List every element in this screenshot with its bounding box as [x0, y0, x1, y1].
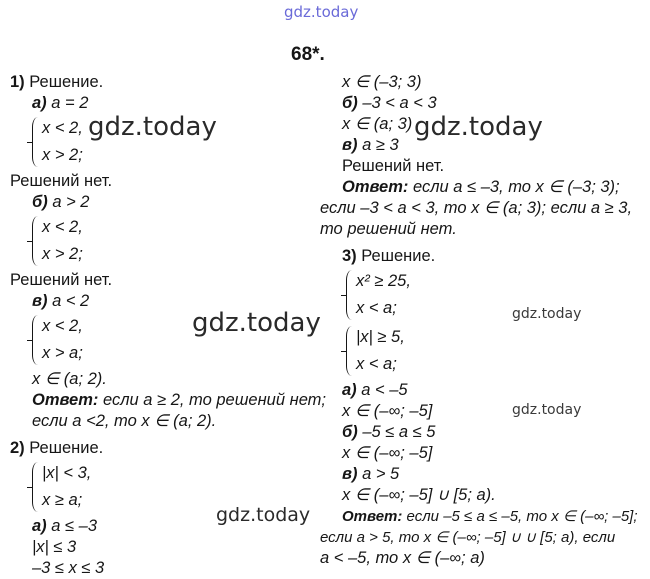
case-label: а)	[32, 517, 47, 535]
case-result: Решений нет.	[10, 271, 113, 289]
answer-text: то решений нет.	[320, 220, 457, 238]
system-a	[32, 115, 310, 169]
case-result: x ∈ (–∞; –5]	[342, 402, 433, 420]
system-p3-1	[346, 268, 642, 322]
part2-header	[10, 438, 310, 459]
case-b	[10, 192, 310, 213]
watermark-small-right-2: gdz.today	[512, 402, 582, 418]
system-c	[32, 313, 310, 367]
system-row: x > 2;	[42, 245, 83, 263]
solution-line: x ∈ (–3; 3)	[342, 73, 422, 91]
system-row: |x| ≥ 5,	[356, 328, 405, 346]
case-condition: –3 < a < 3	[362, 94, 437, 112]
system-row: x ≥ a;	[42, 491, 83, 509]
system-row: x < a;	[356, 355, 397, 373]
case-condition: a ≥ 3	[362, 136, 399, 154]
answer-label: Ответ:	[342, 508, 403, 525]
case-c	[320, 135, 642, 156]
case-result: x ∈ (–∞; –5] ∪ [5; a).	[342, 486, 496, 504]
answer-text: если a <2, то x ∈ (a; 2).	[32, 412, 217, 430]
answer-label: Ответ:	[342, 178, 409, 196]
case-result: x ∈ (a; 3)	[342, 115, 413, 133]
case-condition: a ≤ –3	[51, 517, 98, 535]
case-result: Решений нет.	[342, 157, 445, 175]
case-label: в)	[342, 465, 358, 483]
left-column	[10, 72, 327, 579]
answer-label: Ответ:	[32, 391, 99, 409]
case-c2	[320, 464, 642, 485]
part-number: 1)	[10, 73, 25, 91]
part-number: 2)	[10, 439, 25, 457]
case-condition: a = 2	[51, 94, 89, 112]
case-condition: a > 5	[362, 465, 400, 483]
watermark-top: gdz.today	[284, 3, 359, 21]
watermark-bottom: gdz.today	[216, 504, 311, 526]
solution-line: |x| ≤ 3	[32, 538, 77, 556]
case-label: б)	[342, 94, 358, 112]
right-column	[320, 72, 642, 569]
system-row: |x| < 3,	[42, 464, 92, 482]
answer-line-1	[320, 177, 642, 198]
system-row: x < a;	[356, 299, 397, 317]
case-b2	[320, 422, 642, 443]
case-label: а)	[342, 381, 357, 399]
system-b	[32, 214, 310, 268]
part1-header	[10, 72, 310, 93]
system-row: x < 2,	[42, 218, 83, 236]
case-condition: –5 ≤ a ≤ 5	[362, 423, 436, 441]
case-condition: a < 2	[52, 292, 90, 310]
watermark-small-right-1: gdz.today	[512, 306, 582, 322]
case-result: x ∈ (–∞; –5]	[342, 444, 433, 462]
answer-text: если a ≥ 2, то решений нет;	[103, 391, 327, 409]
case-b	[320, 93, 642, 114]
case-condition: a < –5	[361, 381, 408, 399]
case-label: б)	[342, 423, 358, 441]
part-heading: Решение.	[361, 247, 436, 265]
answer-text: a < –5, то x ∈ (–∞; a)	[320, 549, 485, 567]
system-row: x > 2;	[42, 146, 83, 164]
case-c	[10, 291, 310, 312]
watermark-mid-right: gdz.today	[414, 112, 543, 142]
system-p2	[32, 460, 310, 514]
answer-line-1	[10, 390, 327, 411]
part-heading: Решение.	[29, 439, 104, 457]
case-a	[320, 380, 642, 401]
case-label: в)	[342, 136, 358, 154]
watermark-mid-left: gdz.today	[88, 112, 217, 142]
part-number: 3)	[342, 247, 357, 265]
part3-header	[320, 246, 642, 267]
system-row: x² ≥ 25,	[356, 272, 411, 290]
answer-text: если –3 < a < 3, то x ∈ (a; 3); если a ≥ 3,	[320, 199, 633, 217]
answer-text: если a > 5, то x ∈ (–∞; –5] ∪ ∪ [5; a), если	[320, 529, 616, 546]
answer-text: если –5 ≤ a ≤ –5, то x ∈ (–∞; –5];	[406, 508, 638, 525]
case-condition: a > 2	[52, 193, 90, 211]
system-row: x < 2,	[42, 119, 83, 137]
case-label: а)	[32, 94, 47, 112]
case-p2a	[10, 516, 310, 537]
system-row: x > a;	[42, 344, 83, 362]
part-heading: Решение.	[29, 73, 104, 91]
case-label: в)	[32, 292, 48, 310]
case-result: x ∈ (a; 2).	[32, 370, 107, 388]
problem-number: 68*.	[291, 44, 325, 65]
case-result: Решений нет.	[10, 172, 113, 190]
system-row: x < 2,	[42, 317, 83, 335]
case-label: б)	[32, 193, 48, 211]
watermark-center: gdz.today	[192, 308, 321, 338]
solution-line: –3 ≤ x ≤ 3	[32, 559, 105, 577]
case-a	[10, 93, 310, 114]
system-p3-2	[346, 324, 642, 378]
answer2-line-1	[320, 506, 642, 527]
answer-text: если a ≤ –3, то x ∈ (–3; 3);	[413, 178, 620, 196]
